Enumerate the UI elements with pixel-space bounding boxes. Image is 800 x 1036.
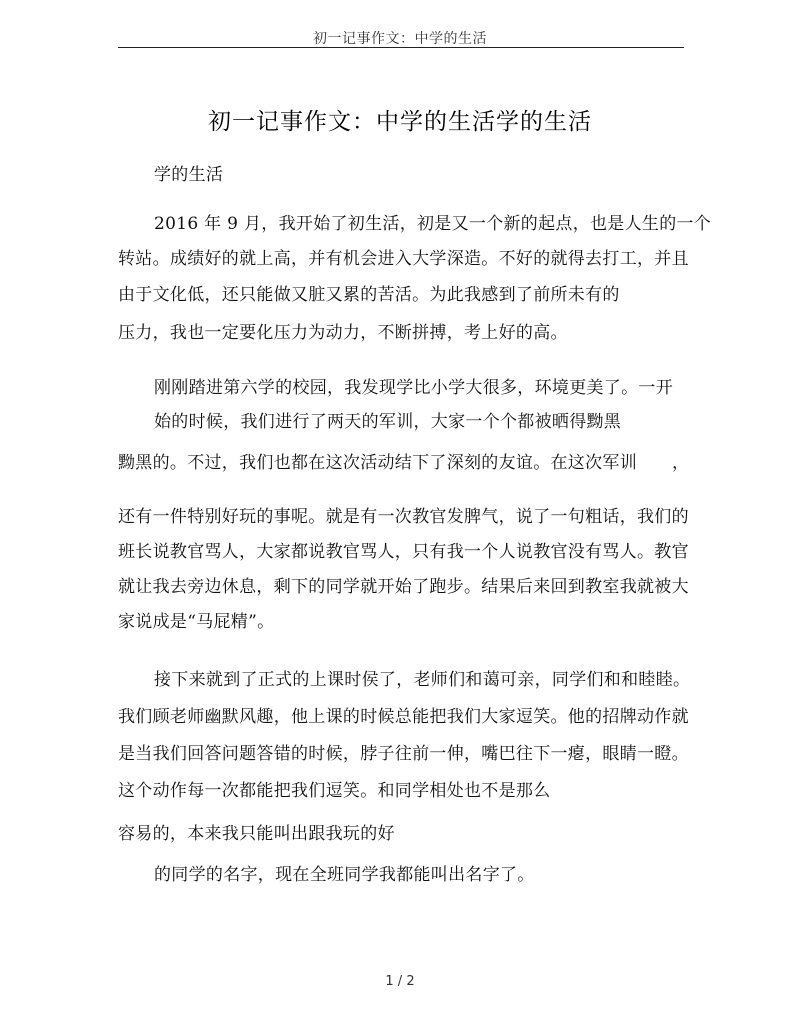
text-line: 还有一件特别好玩的事呢。就是有一次教官发脾气，说了一句粗话，我们的 — [118, 507, 689, 527]
text-line: 接下来就到了正式的上课时侯了，老师们和蔼可亲，同学们和和睦睦。 — [154, 670, 691, 690]
text-line: 家说成是“马屁精”。 — [118, 612, 275, 632]
text-line: 学的生活 — [154, 165, 224, 185]
text-line: 转站。成绩好的就上高，并有机会进入大学深造。不好的就得去打工，并且 — [118, 249, 689, 269]
text-line: 2016 年 9 月，我开始了初生活，初是又一个新的起点，也是人生的一个 — [154, 214, 712, 234]
page-number: 1 / 2 — [385, 974, 415, 989]
text-line: 压力，我也一定要化压力为动力，不断拼搏，考上好的高。 — [118, 323, 568, 343]
header-text: 初一记事作文：中学的生活 — [313, 31, 487, 47]
document-title: 初一记事作文：中学的生活学的生活 — [208, 109, 592, 135]
text-line: 是当我们回答问题答错的时候，脖子往前一伸，嘴巴往下一瘪，眼睛一瞪。 — [118, 744, 689, 764]
text-line: 由于文化低，还只能做又脏又累的苦活。为此我感到了前所未有的 — [118, 285, 620, 305]
text-line: 的同学的名字，现在全班同学我都能叫出名字了。 — [154, 865, 535, 885]
text-line: 始的时候，我们进行了两天的军训，大家一个个都被晒得黝黑 — [154, 412, 622, 432]
text-line: ， — [672, 453, 690, 473]
header-rule — [118, 47, 684, 48]
text-line: 容易的，本来我只能叫出跟我玩的好 — [118, 824, 395, 844]
text-line: 我们顾老师幽默风趣，他上课的时候总能把我们大家逗笑。他的招牌动作就 — [118, 707, 689, 727]
text-line: 班长说教官骂人，大家都说教官骂人，只有我一个人说教官没有骂人。教官 — [118, 542, 689, 562]
text-line: 这个动作每一次都能把我们逗笑。和同学相处也不是那么 — [118, 781, 551, 801]
text-line: 刚刚踏进第六学的校园，我发现学比小学大很多，环境更美了。一开 — [154, 378, 673, 398]
text-line: 就让我去旁边休息，剩下的同学就开始了跑步。结果后来回到教室我就被大 — [118, 577, 689, 597]
text-line: 黝黑的。不过，我们也都在这次活动结下了深刻的友谊。在这次军训 — [118, 453, 637, 473]
